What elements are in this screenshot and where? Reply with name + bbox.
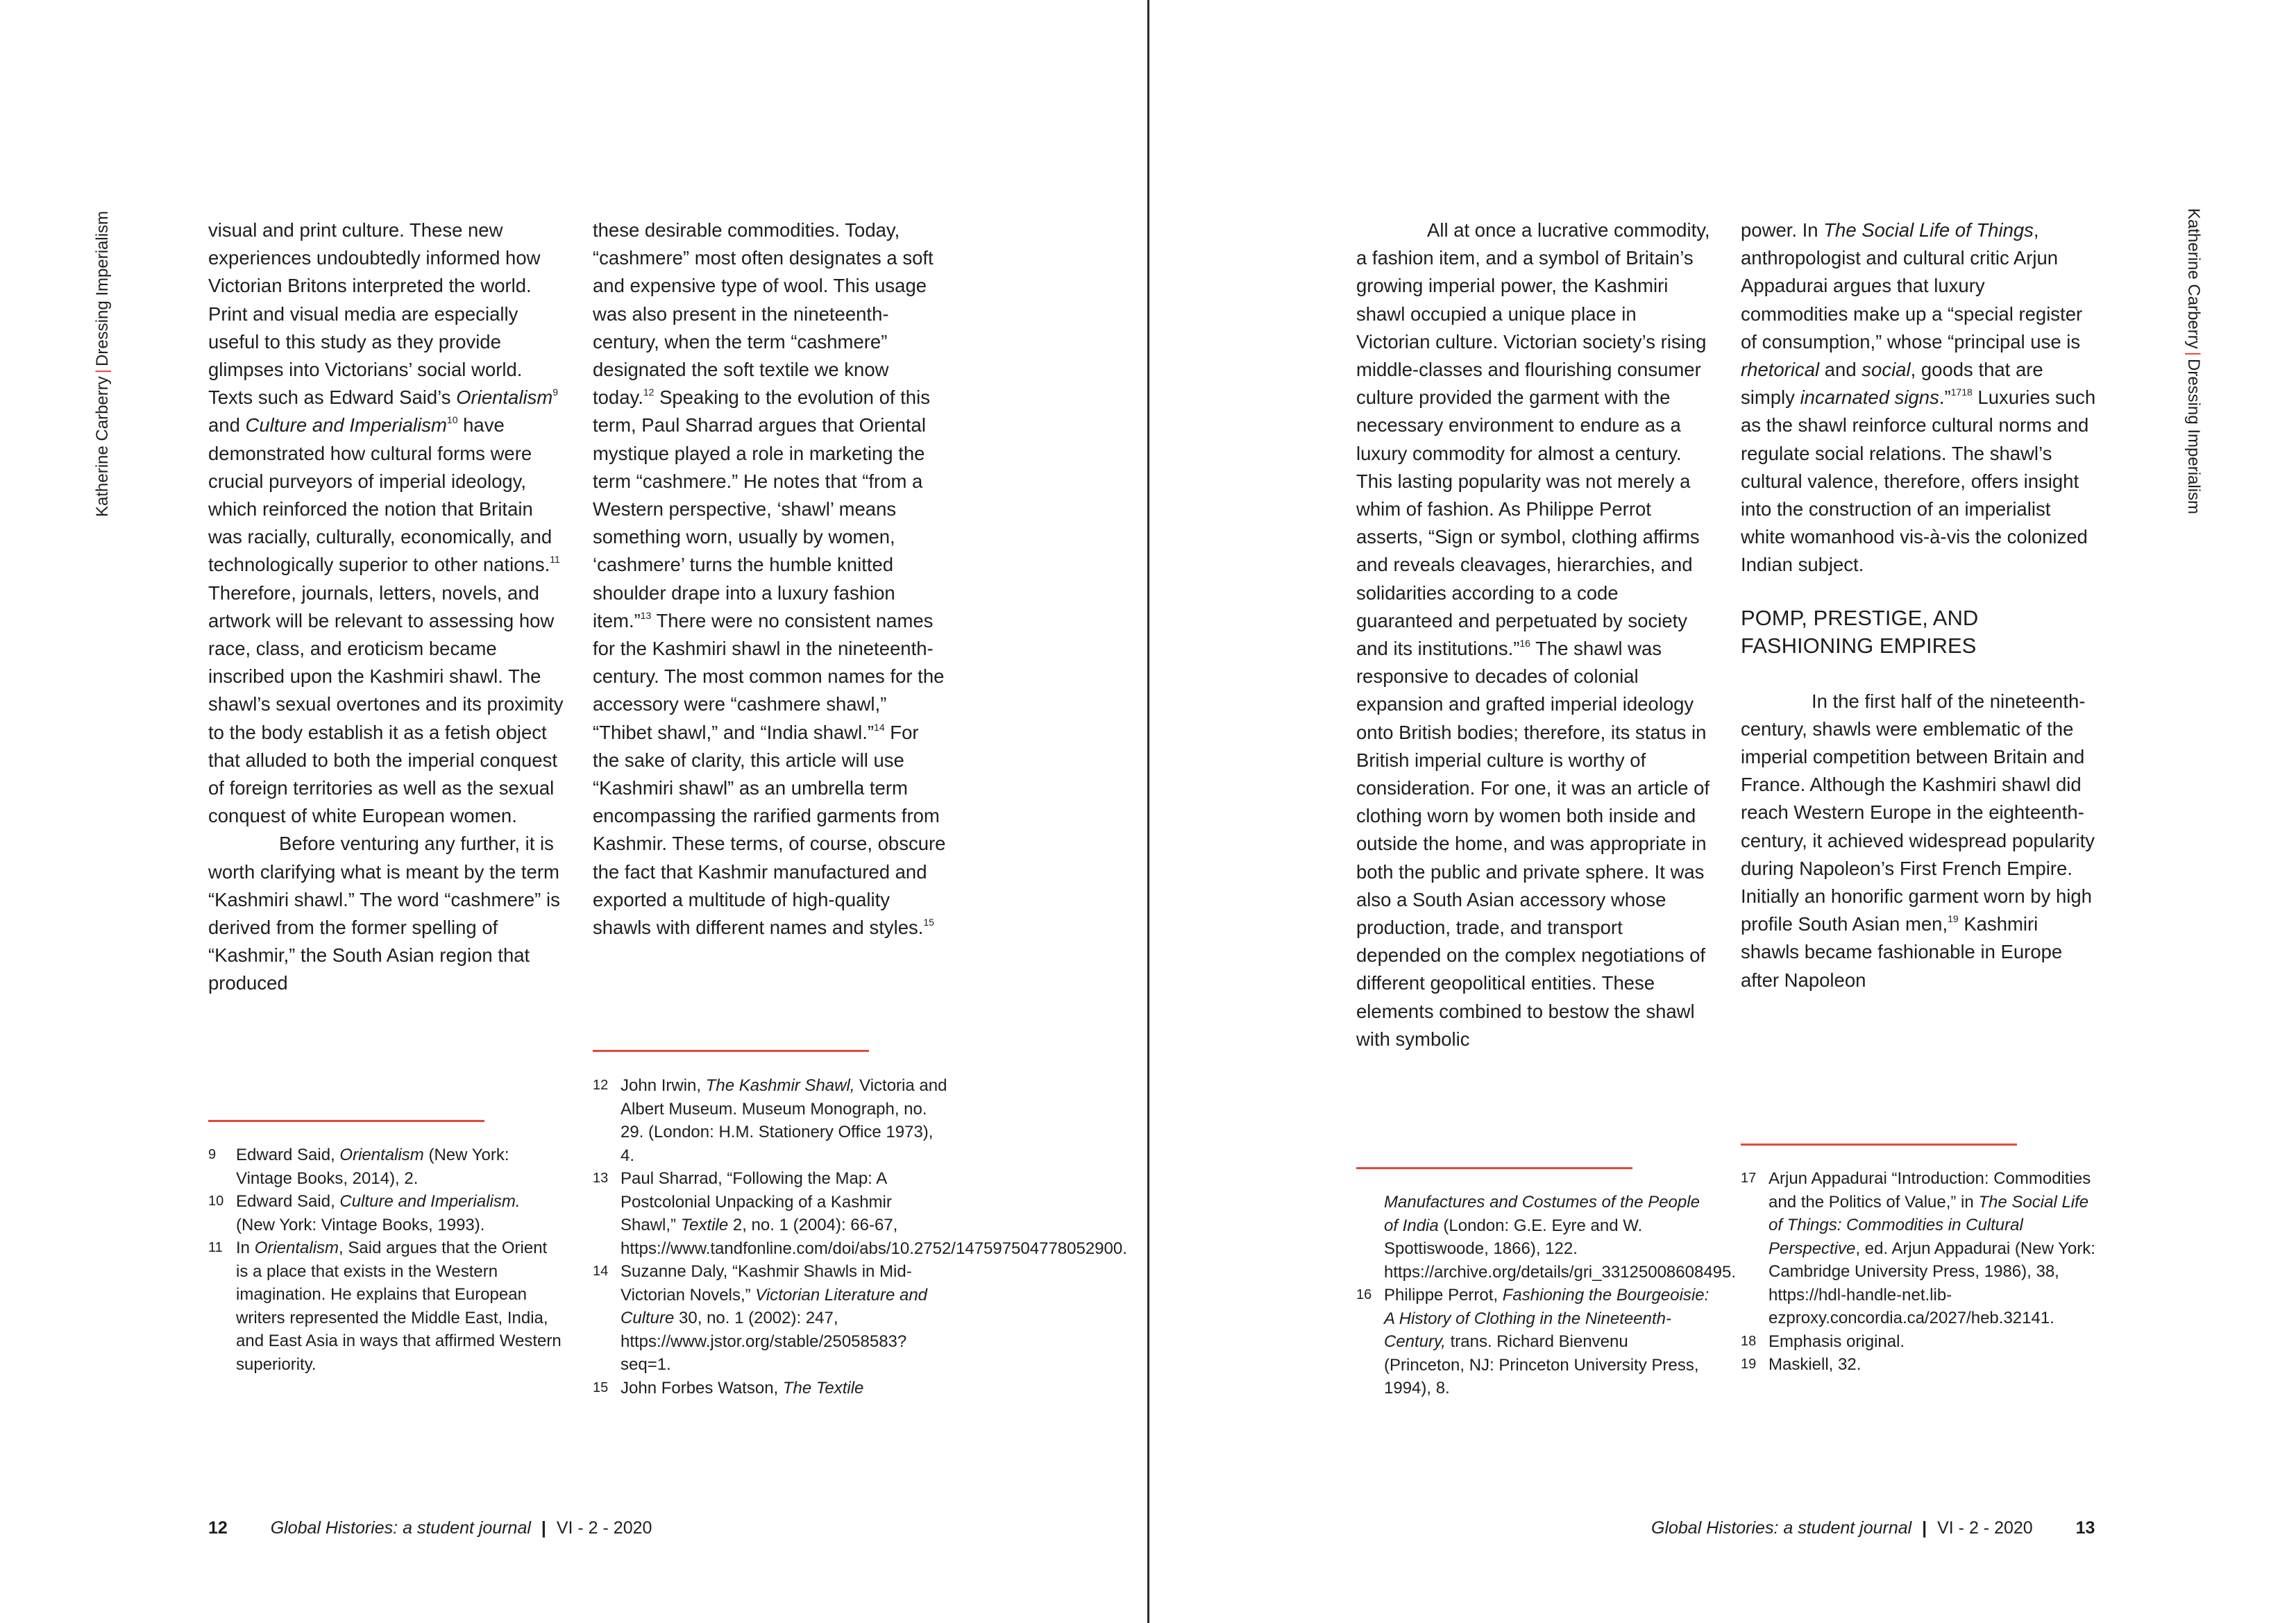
italic-text: The Social Life of Things: Commodities in Cultural Perspective [1769, 1192, 2089, 1258]
footnote [1356, 1284, 1712, 1400]
right-column-2 [1741, 216, 2096, 994]
footnote [208, 1237, 564, 1376]
footnote-number: 17 [1741, 1171, 1757, 1186]
text-run: .” [1939, 386, 1951, 409]
running-head-separator: | [2184, 351, 2203, 356]
text-run: In the first half of the nineteenth-century, shawls were emblematic of the imperial competition between Britain and France. Although the Kashmiri shawl did reach Western Europe in the eighteenth-century, it achieved widespread popularity during Napoleon’s First French Empire. Initially an honorific garment worn by high profile South Asian men, [1741, 690, 2095, 935]
footer-separator: | [1922, 1518, 1927, 1538]
italic-text: rhetorical [1741, 359, 1820, 381]
text-run: John Irwin, [621, 1076, 706, 1095]
footnote-number: 12 [593, 1078, 609, 1093]
text-run: have demonstrated how cultural forms were crucial purveyors of imperial ideology, which reinforced the notion that Britain was racially, culturally, economically, and technologically superior to other nations. [208, 414, 552, 576]
journal-title: Global Histories: a student journal [1651, 1518, 1912, 1538]
running-head-author: Katherine Carberry [93, 376, 112, 517]
body-paragraph [208, 830, 564, 997]
text-run: Philippe Perrot, [1384, 1286, 1503, 1305]
footnote-number: 11 [208, 1240, 223, 1255]
text-run: Edward Said, [236, 1146, 340, 1164]
text-run: (New York: Vintage Books, 1993). [236, 1215, 485, 1234]
text-run: Arjun Appadurai “Introduction: Commodities and the Politics of Value,” in [1769, 1169, 2091, 1212]
running-head-left [93, 211, 112, 517]
footnote-marker: 10 [446, 414, 458, 426]
footer-separator: | [541, 1518, 546, 1538]
right-column-1 [1356, 216, 1712, 1053]
footnote [208, 1144, 564, 1190]
text-run: power. In [1741, 219, 1824, 241]
text-run: The shawl was responsive to decades of colonial expansion and grafted imperial ideology onto British bodies; therefore, its status in British imperial culture is worthy of consideration. For one, it was an article of clothing worn by women both inside and outside the home, and was appropriate in both the public and private sphere. It was also a South Asian accessory whose production, trade, and transport depended on the complex negotiations of different geopolitical entities. These elements combined to bestow the shawl with symbolic [1356, 638, 1710, 1050]
footnote [593, 1167, 1127, 1260]
text-run: 2, no. 1 (2004): 66-67, https://www.tandfonline.com/doi/abs/10.2752/147597504778052900. [621, 1216, 1127, 1258]
text-run: Speaking to the evolution of this term, Paul Sharrad argues that Oriental mystique played a role in marketing the term “cashmere.” He notes that “from a Western perspective, ‘shawl’ means something worn, usually by women, ‘cashmere’ turns the humble knitted shoulder drape into a luxury fashion item.” [593, 386, 930, 631]
footnote [1741, 1353, 2096, 1377]
italic-text: Manufactures and Costumes of the People of India [1384, 1193, 1700, 1235]
text-run: (New York: Vintage Books, 2014), 2. [236, 1146, 509, 1188]
footnote-marker: 19 [1948, 913, 1959, 925]
page-footer-right [1651, 1518, 2095, 1538]
italic-text: Orientalism [339, 1146, 424, 1164]
text-run: Luxuries such as the shawl reinforce cultural norms and regulate social relations. The shawl’s cultural valence, therefore, offers insight into the construction of an imperialist white womanhood vis-à-vis the colonized Indian subject. [1741, 386, 2096, 576]
footnote-marker: 11 [550, 554, 560, 566]
running-head-title: Dressing Imperialism [2184, 359, 2203, 515]
text-run: , anthropologist and cultural critic Arjun Appadurai argues that luxury commodities make up a “special register of consumption,” whose “principal use is [1741, 219, 2083, 352]
text-run: (London: G.E. Eyre and W. Spottiswoode, 1866), 122. https://archive.org/details/gri_33125008608495. [1384, 1216, 1737, 1282]
text-run: In [236, 1239, 255, 1257]
footnote-rule [593, 1050, 869, 1052]
footnote-marker: 1718 [1950, 386, 1973, 398]
text-run: Victoria and Albert Museum. Museum Monograph, no. 29. (London: H.M. Stationery Office 1973), 4. [621, 1076, 947, 1165]
italic-text: social [1862, 359, 1911, 381]
italic-text: Fashioning the Bourgeoisie: A History of Clothing in the Nineteenth-Century, [1384, 1286, 1710, 1351]
italic-text: Culture and Imperialism. [339, 1192, 521, 1211]
footnotes-right-2 [1741, 1167, 2096, 1377]
footnote [593, 1377, 948, 1400]
footnote-number: 19 [1741, 1357, 1757, 1372]
footnote-number: 16 [1356, 1287, 1372, 1302]
running-head-author: Katherine Carberry [2184, 208, 2203, 349]
text-run: trans. Richard Bienvenu (Princeton, NJ: Princeton University Press, 1994), 8. [1384, 1332, 1699, 1397]
italic-text: Victorian Literature and Culture [621, 1285, 928, 1327]
issue-number: VI - 2 - 2020 [556, 1518, 652, 1538]
footnote [1741, 1330, 2096, 1354]
footnote [1741, 1167, 2096, 1330]
left-column-2 [593, 216, 948, 942]
footnote [593, 1260, 948, 1377]
footnote-number: 13 [593, 1171, 609, 1186]
footnote-marker: 16 [1519, 638, 1530, 649]
footnote-marker: 13 [640, 609, 652, 621]
section-heading: POMP, PRESTIGE, AND FASHIONING EMPIRES [1741, 605, 1979, 658]
body-paragraph [1741, 216, 2096, 579]
text-run: Maskiell, 32. [1769, 1355, 1862, 1374]
text-run: Edward Said, [236, 1192, 340, 1211]
body-paragraph [208, 216, 564, 830]
page-number: 12 [208, 1518, 228, 1538]
footnote-number: 14 [593, 1264, 609, 1279]
footnote-marker: 12 [643, 386, 655, 398]
italic-text: Culture and Imperialism [245, 414, 447, 436]
running-head-right [2184, 208, 2203, 514]
footnote-rule [1741, 1144, 2017, 1146]
body-paragraph [593, 216, 948, 942]
running-head-separator: | [93, 369, 112, 374]
text-run: John Forbes Watson, [621, 1378, 783, 1397]
italic-text: Orientalism [254, 1239, 339, 1257]
right-page [1148, 0, 2296, 1623]
text-run: and [208, 414, 246, 436]
footnote-number: 15 [593, 1379, 609, 1395]
text-run: All at once a lucrative commodity, a fashion item, and a symbol of Britain’s growing imperial power, the Kashmiri shawl occupied a unique place in Victorian culture. Victorian society’s rising middle-classes and flourishing consumer culture provided the garment with the necessary environment to endure as a luxury commodity for almost a century. This lasting popularity was not merely a whim of fashion. As Philippe Perrot asserts, “Sign or symbol, clothing affirms and reveals cleavages, hierarchies, and solidarities according to a code guaranteed and perpetuated by society and its institutions.” [1356, 219, 1710, 660]
left-column-1 [208, 216, 564, 998]
text-run: , Said argues that the Orient is a place that exists in the Western imagination. He explains that European writers represented the Middle East, India, and East Asia in ways that affirmed Western superiority. [236, 1239, 562, 1374]
italic-text: Orientalism [456, 386, 553, 409]
text-run: , goods that are simply [1741, 359, 2043, 409]
text-run: , ed. Arjun Appadurai (New York: Cambridge University Press, 1986), 38, https://hdl-handle-net.lib-ezproxy.concordia.ca/2027/heb.32141. [1769, 1239, 2095, 1327]
page-footer-left [208, 1518, 652, 1538]
text-run: Emphasis original. [1769, 1332, 1905, 1351]
running-head-title: Dressing Imperialism [93, 210, 112, 366]
footnote-rule [1356, 1167, 1632, 1169]
issue-number: VI - 2 - 2020 [1937, 1518, 2033, 1538]
footnotes-left-1 [208, 1144, 564, 1376]
footnote [1356, 1191, 1737, 1284]
italic-text: The Kashmir Shawl, [705, 1076, 855, 1095]
text-run: There were no consistent names for the Kashmiri shawl in the nineteenth-century. The most common names for the accessory were “cashmere shawl,” “Thibet shawl,” and “India shawl.” [593, 609, 945, 743]
footnotes-left-2 [593, 1074, 1127, 1400]
text-run: Therefore, journals, letters, novels, and artwork will be relevant to assessing how race, class, and eroticism became inscribed upon the Kashmiri shawl. The shawl’s sexual overtones and its proximity to the body establish it as a fetish object that alluded to both the imperial conquest of foreign territories as well as the sexual conquest of white European women. [208, 581, 564, 827]
body-paragraph [1741, 688, 2096, 994]
text-run: visual and print culture. These new experiences undoubtedly informed how Victorian Britons interpreted the world. Print and visual media are especially useful to this study as they provide glimpses into Victorians’ social world. Texts such as Edward Said’s [208, 219, 541, 409]
footnote-number: 9 [208, 1147, 217, 1162]
page-number: 13 [2075, 1518, 2095, 1538]
footnote [208, 1190, 564, 1237]
footnote-number: 10 [208, 1193, 224, 1209]
text-run: Suzanne Daly, “Kashmir Shawls in Mid-Victorian Novels,” [621, 1262, 912, 1305]
italic-text: Textile [680, 1216, 729, 1234]
text-run: Before venturing any further, it is worth clarifying what is meant by the term “Kashmiri shawl.” The word “cashmere” is derived from the former spelling of “Kashmir,” the South Asian region that produced [208, 833, 560, 994]
text-run: 30, no. 1 (2002): 247, https://www.jstor.org/stable/25058583?seq=1. [621, 1309, 907, 1374]
text-run: For the sake of clarity, this article will use “Kashmiri shawl” as an umbrella term encompassing the rarified garments from Kashmir. These terms, of course, obscure the fact that Kashmir manufactured and exported a multitude of high-quality shawls with different names and styles. [593, 721, 946, 939]
italic-text: The Social Life of Things [1823, 219, 2034, 241]
journal-title: Global Histories: a student journal [270, 1518, 531, 1538]
footnote [593, 1074, 948, 1167]
footnote-number: 18 [1741, 1333, 1757, 1349]
text-run: Kashmiri shawls became fashionable in Europe after Napoleon [1741, 913, 2063, 991]
text-run: Paul Sharrad, “Following the Map: A Postcolonial Unpacking of a Kashmir Shawl,” [621, 1169, 892, 1234]
text-run: and [1819, 359, 1862, 381]
footnote-marker: 15 [923, 917, 934, 928]
body-paragraph [1356, 216, 1712, 1053]
italic-text: incarnated signs [1800, 386, 1939, 409]
footnote-marker: 14 [874, 721, 885, 733]
italic-text: The Textile [782, 1378, 864, 1397]
text-run: these desirable commodities. Today, “cashmere” most often designates a soft and expensive type of wool. This usage was also present in the nineteenth-century, when the term “cashmere” designated the soft textile we know today. [593, 219, 934, 409]
footnote-rule [208, 1120, 484, 1122]
footnotes-right-1 [1356, 1191, 1737, 1400]
footnote-marker: 9 [552, 386, 559, 398]
